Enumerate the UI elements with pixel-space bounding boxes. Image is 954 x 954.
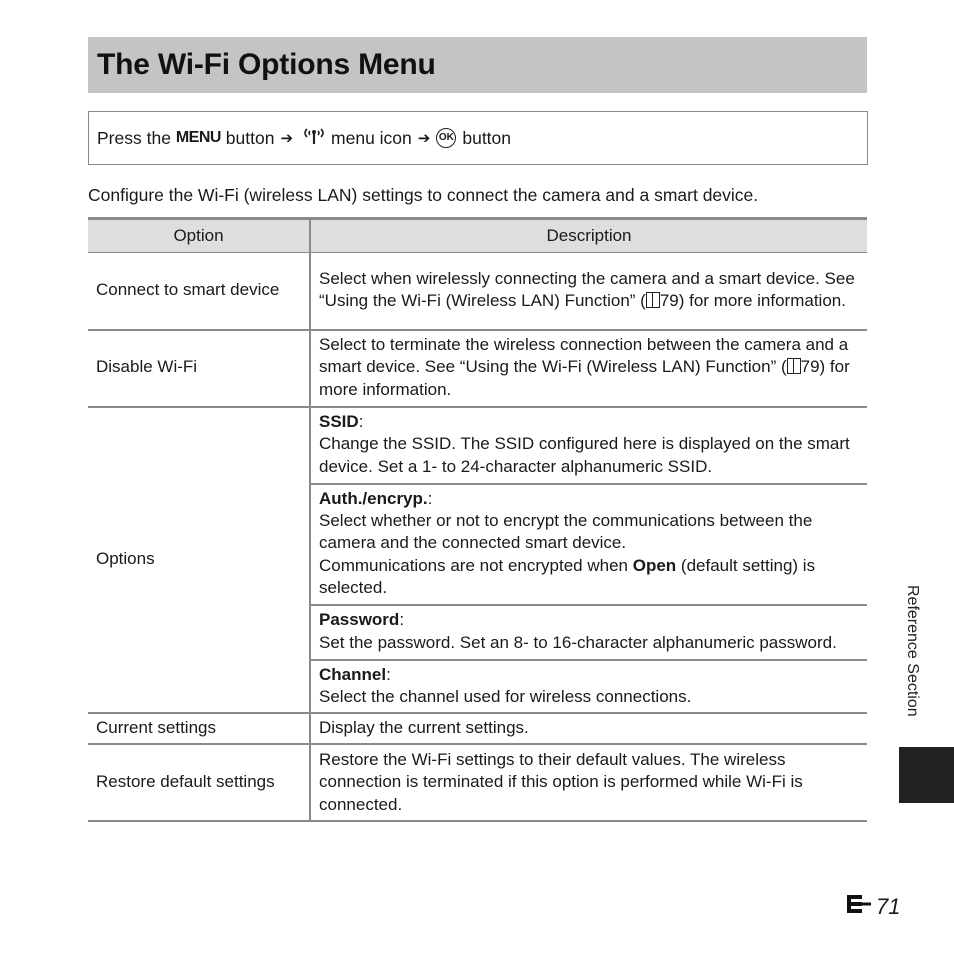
description-cell: Restore the Wi-Fi settings to their default values. The wireless connection is terminated if this option is performed while Wi-Fi is connected.	[310, 744, 867, 821]
arrow-right-icon: ➔	[280, 130, 294, 147]
section-side-label: Reference Section	[904, 585, 921, 717]
wifi-icon	[301, 126, 327, 151]
option-cell: Connect to smart device	[88, 253, 310, 330]
menu-navigation-box	[88, 111, 868, 165]
nav-button-text: button	[462, 127, 512, 148]
title-bar	[88, 37, 867, 93]
description-cell: Channel: Select the channel used for wireless connections.	[310, 660, 867, 714]
description-cell: Auth./encryp.: Select whether or not to encrypt the communications between the camera and the connected smart device. Communications are not encrypted when Open (default setting) is selected.	[310, 484, 867, 605]
options-table	[88, 217, 867, 822]
table-row	[88, 407, 867, 484]
arrow-right-icon: ➔	[417, 130, 431, 147]
sub-option-label: SSID	[319, 412, 359, 432]
description-cell: SSID: Change the SSID. The SSID configured here is displayed on the smart device. Set a 1- to 24-character alphanumeric SSID.	[310, 407, 867, 484]
description-cell	[310, 330, 867, 407]
nav-button-text: button	[225, 127, 275, 148]
table-row	[88, 713, 867, 744]
description-cell	[310, 253, 867, 330]
ok-button-icon: OK	[436, 128, 456, 148]
page-number	[846, 893, 900, 921]
page-reference: 79	[659, 291, 679, 311]
option-cell: Restore default settings	[88, 744, 310, 821]
option-cell: Current settings	[88, 713, 310, 744]
table-row	[88, 330, 867, 407]
description-text: Change the SSID. The SSID configured here is displayed on the smart device. Set a 1- to 24-character alphanumeric SSID.	[319, 434, 850, 476]
setting-name: Open	[632, 555, 677, 575]
sub-option-label: Password	[319, 610, 400, 630]
table-row	[88, 253, 867, 330]
table-row	[88, 744, 867, 821]
description-text: Select when wirelessly connecting the camera and a smart device. See “Using the Wi-Fi (Wireless LAN) Function” (	[319, 268, 855, 311]
description-text: ) for more information.	[678, 291, 846, 311]
header-description: Description	[310, 219, 867, 253]
description-text: Select whether or not to encrypt the communications between the camera and the connected smart device.	[319, 511, 813, 553]
sub-option-label: Channel	[319, 664, 387, 684]
description-cell: Password: Set the password. Set an 8- to 16-character alphanumeric password.	[310, 605, 867, 660]
nav-menu-icon-text: menu icon	[331, 127, 412, 148]
description-text: (default setting) is selected.	[319, 555, 816, 597]
nav-press-the: Press the	[97, 127, 171, 148]
intro-paragraph: Configure the Wi-Fi (wireless LAN) settings to connect the camera and a smart device.	[88, 185, 759, 205]
book-reference-icon	[646, 292, 660, 308]
e-section-icon	[846, 893, 874, 921]
option-cell: Options	[88, 407, 310, 714]
section-tab	[899, 747, 954, 803]
menu-button-icon: MENU	[175, 129, 221, 146]
page-number-value: 71	[876, 894, 901, 919]
header-option: Option	[88, 219, 310, 253]
description-text: ) for more information.	[319, 357, 850, 399]
description-text: Select to terminate the wireless connection between the camera and a smart device. See “Using the Wi-Fi (Wireless LAN) Function” (	[319, 335, 849, 377]
description-text: Set the password. Set an 8- to 16-character alphanumeric password.	[319, 632, 837, 652]
description-text: Communications are not encrypted when	[319, 555, 633, 575]
description-cell: Display the current settings.	[310, 713, 867, 744]
table-header-row	[88, 219, 867, 253]
option-cell: Disable Wi-Fi	[88, 330, 310, 407]
page-title: The Wi-Fi Options Menu	[97, 48, 436, 81]
book-reference-icon	[787, 358, 801, 374]
page-reference: 79	[800, 357, 820, 377]
description-text: Select the channel used for wireless connections.	[319, 686, 692, 706]
sub-option-label: Auth./encryp.	[319, 488, 428, 508]
